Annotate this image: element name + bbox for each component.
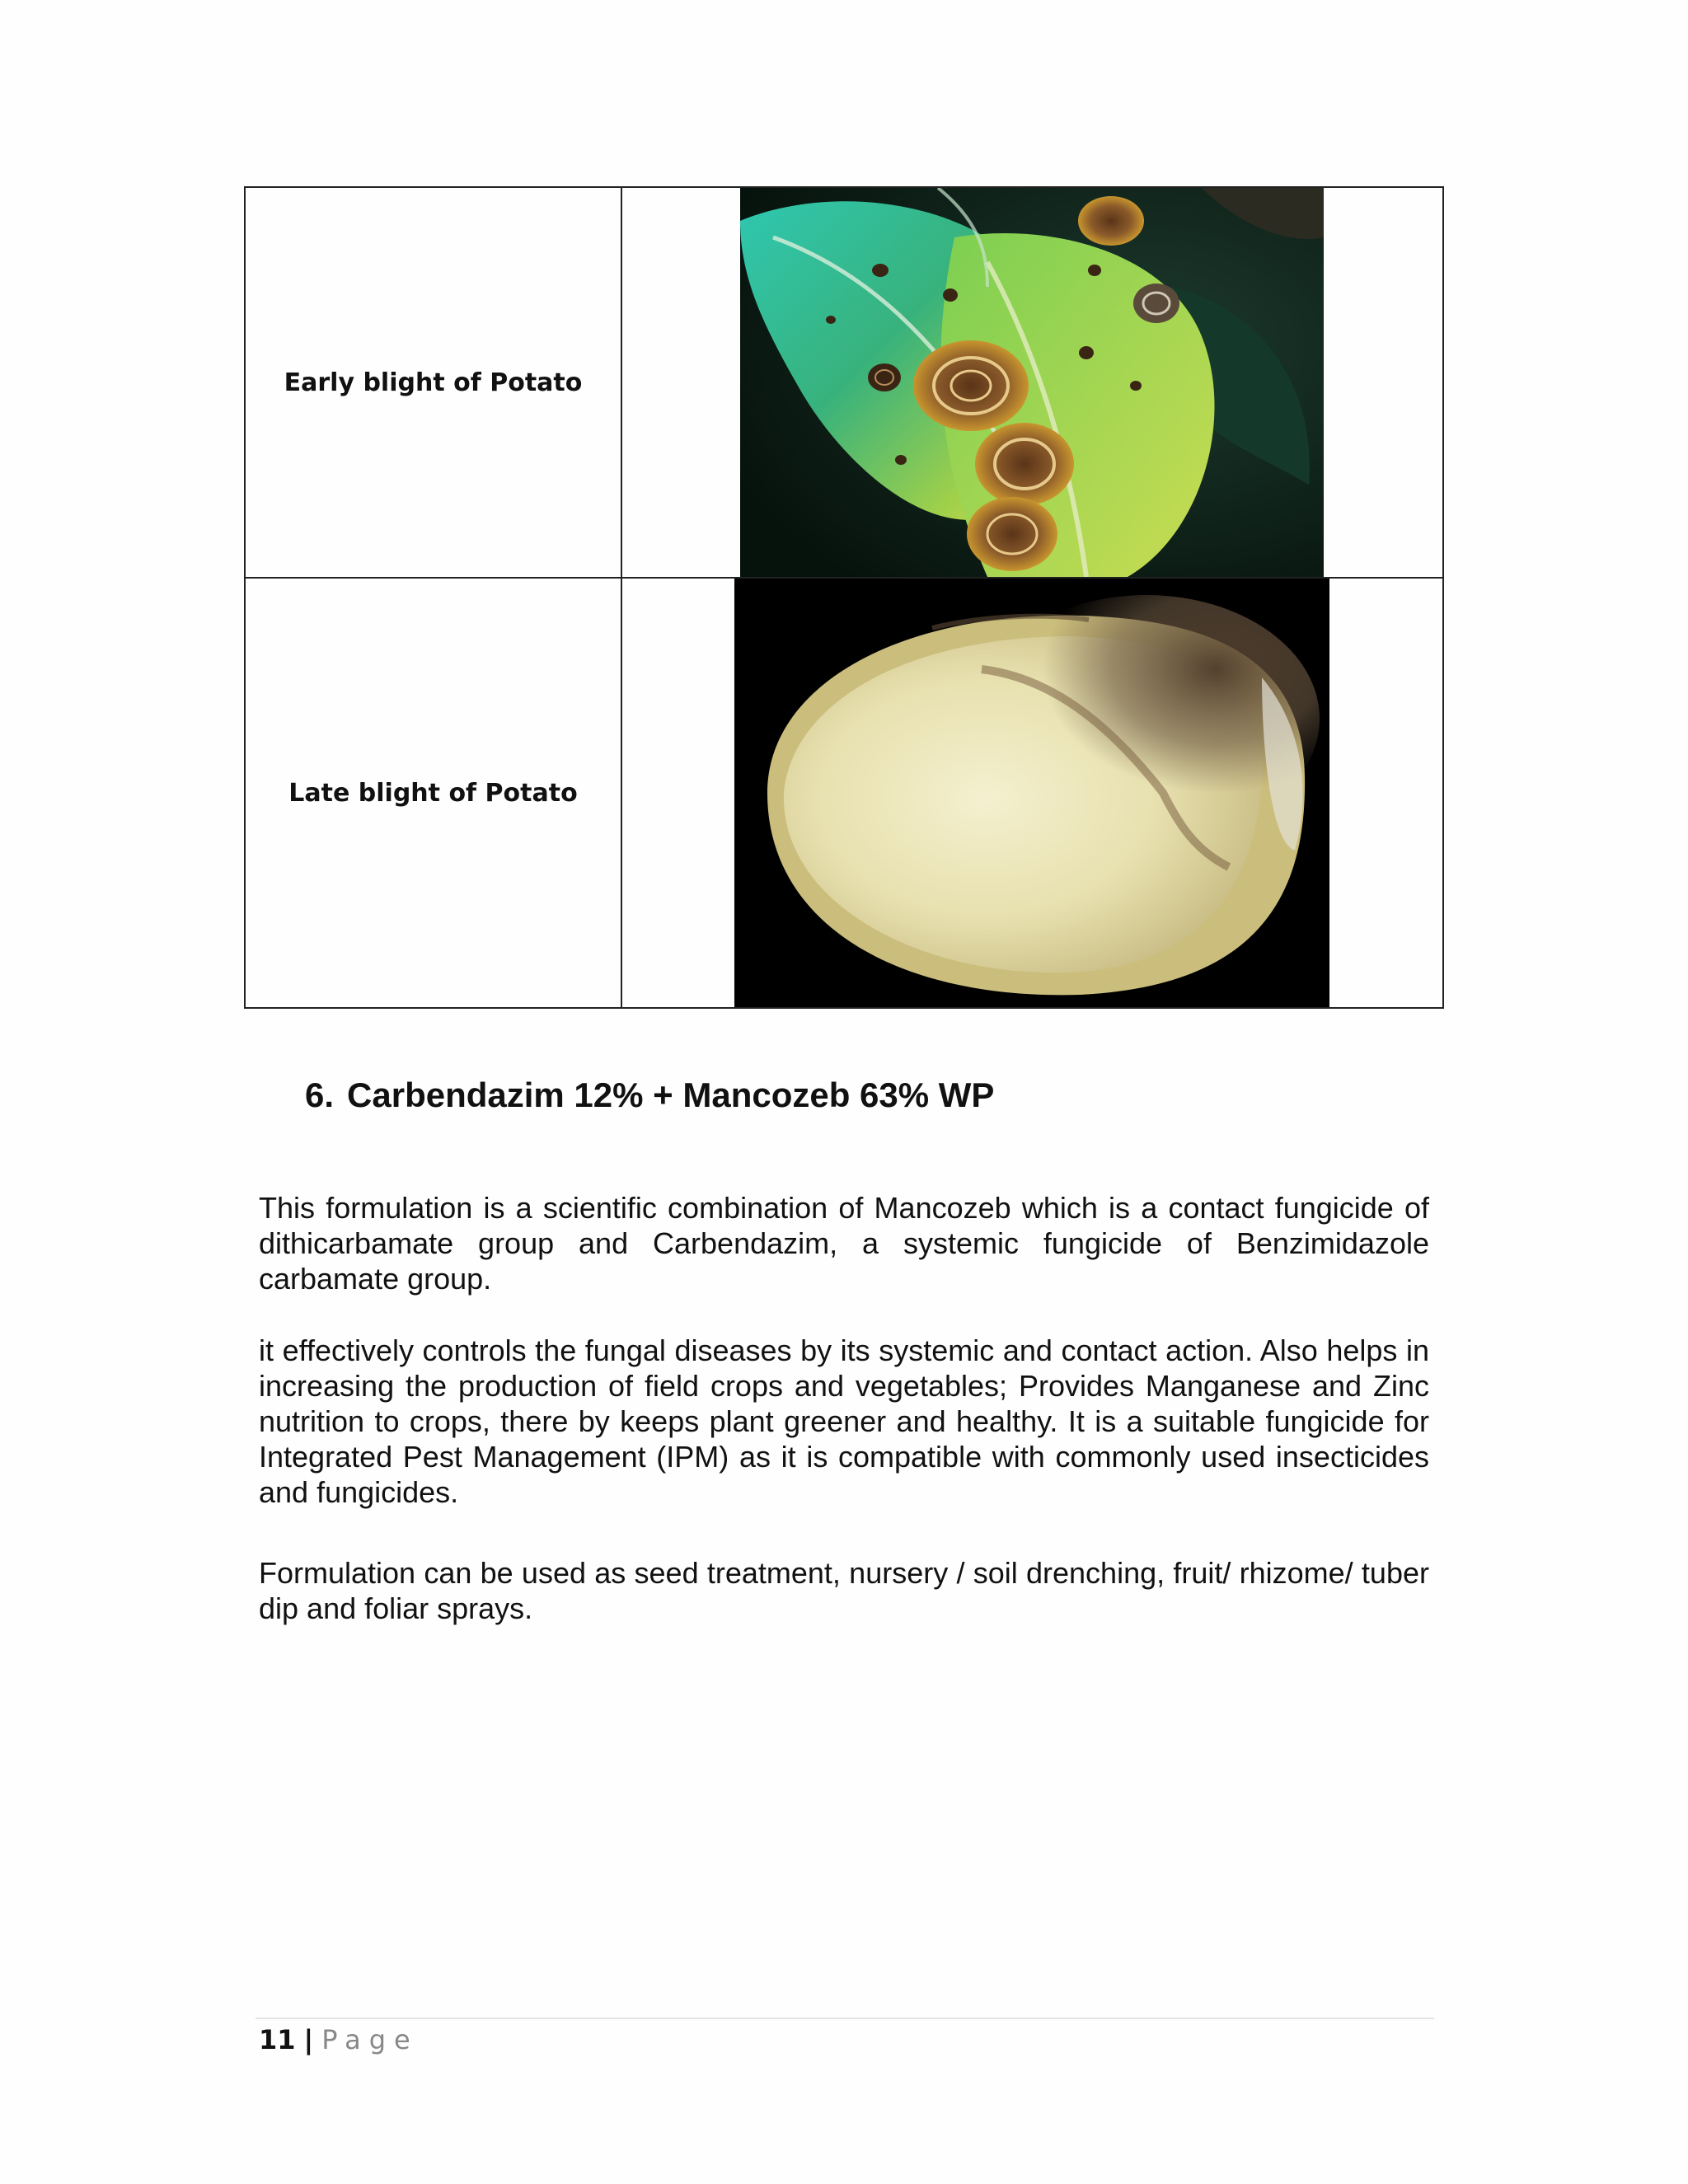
table-row [246,579,1442,1007]
disease-label: Early blight of Potato [246,188,622,577]
table-row [246,188,1442,579]
image-cell [622,579,1442,1007]
paragraph: Formulation can be used as seed treatment, nursery / soil drenching, fruit/ rhizome/ tuber dip and foliar sprays. [259,1556,1429,1625]
section-title: Carbendazim 12% + Mancozeb 63% WP [347,1076,995,1114]
footer-divider [256,2018,1434,2019]
late-blight-potato-photo [734,579,1329,1007]
paragraph: This formulation is a scientific combination of Mancozeb which is a contact fungicide of dithicarbamate group and Carbendazim, a systemic fungicide of Benzimidazole carbamate group. [259,1191,1429,1296]
disease-table [244,186,1444,1009]
page-number: 11 [259,2024,296,2055]
section-number: 6. [305,1076,335,1114]
footer-separator: | [303,2024,314,2055]
section-heading [305,1076,994,1115]
page-footer [259,2024,419,2055]
early-blight-leaf-photo [740,188,1324,577]
paragraph: it effectively controls the fungal diseases by its systemic and contact action. Also helps in increasing the production of field crops and vegetables; Provides Manganese and Zinc nutrition to crops, there by keeps plant greener and healthy. It is a suitable fungicide for Integrated Pest Management (IPM) as it is compatible with commonly used insecticides and fungicides. [259,1333,1429,1509]
page-label: Page [321,2024,419,2055]
image-cell [622,188,1442,577]
disease-label: Late blight of Potato [246,579,622,1007]
